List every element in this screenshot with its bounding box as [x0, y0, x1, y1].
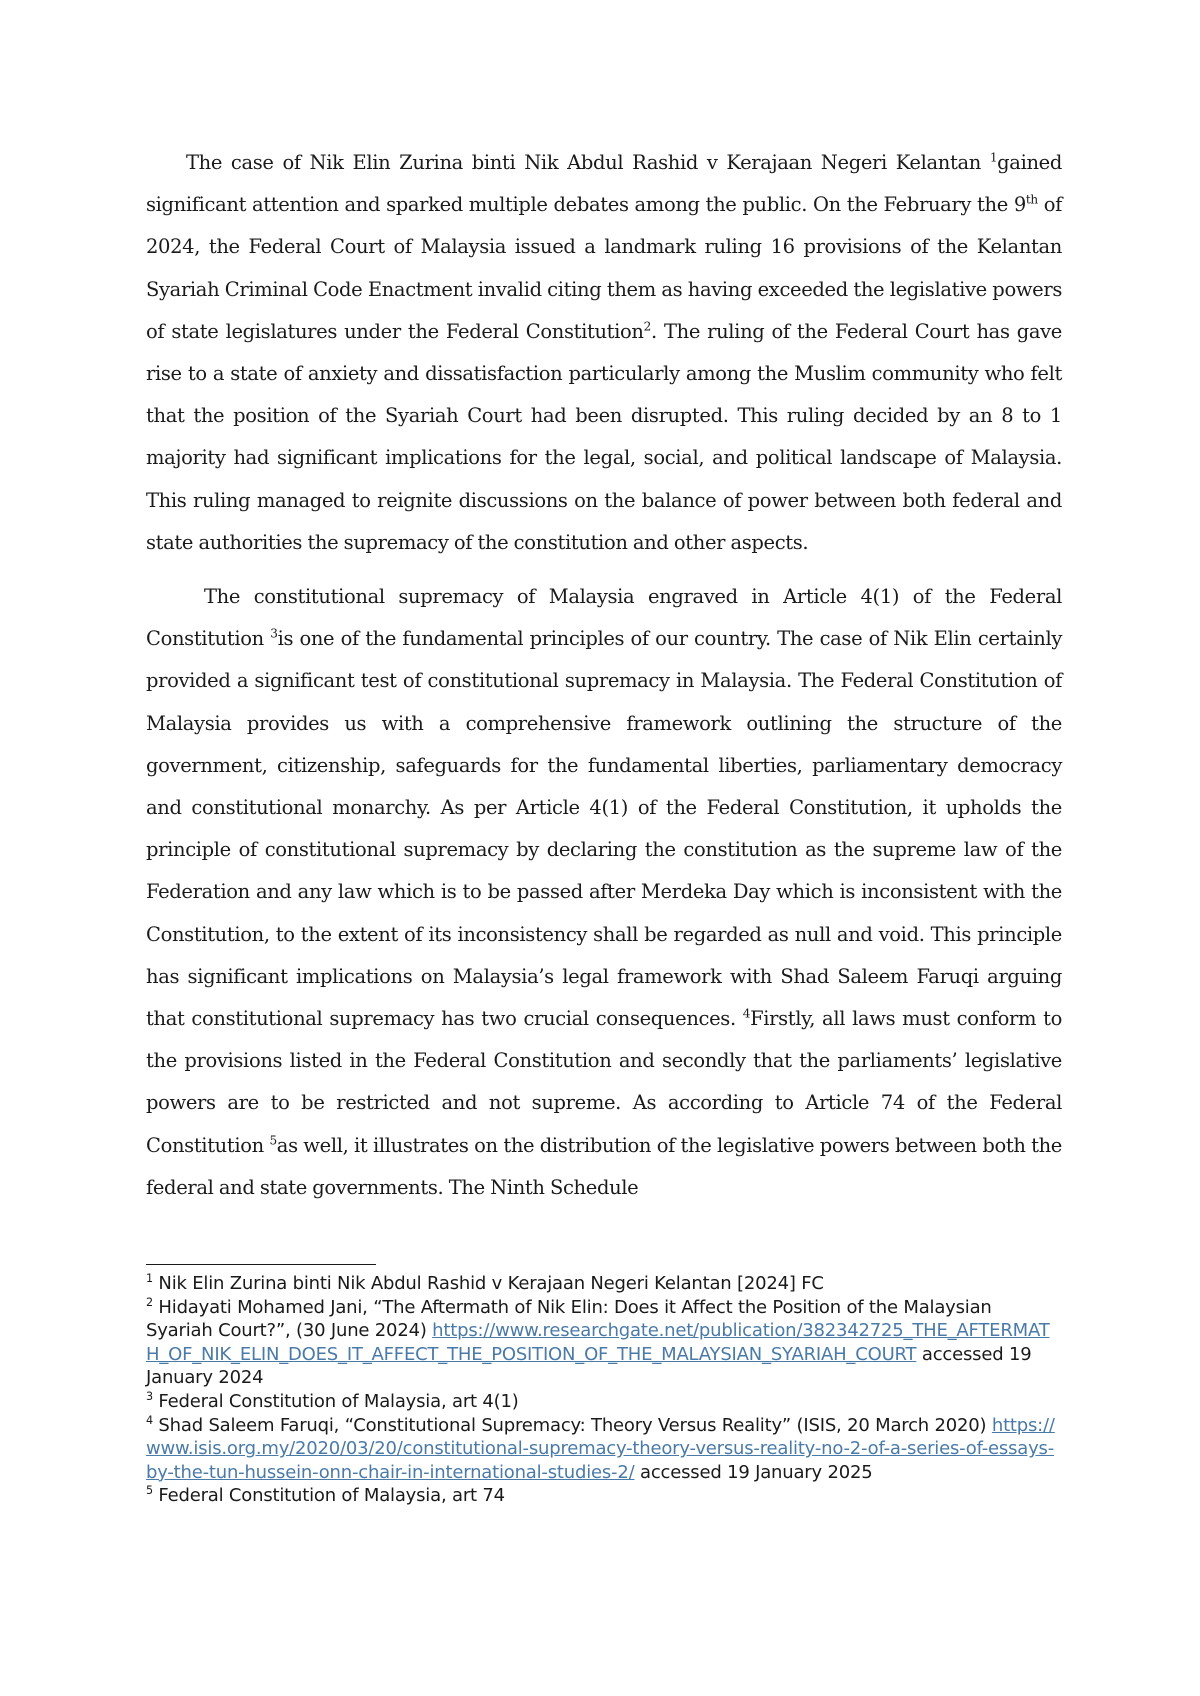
footnote-ref-5: 5: [269, 1133, 277, 1148]
footnote-accessed: accessed 19 January 2025: [634, 1461, 873, 1483]
paragraph-2-text-c: Firstly, all laws must conform to the provisions listed in the Federal Constitution and secondly that the parliaments’ legislative powers are to be restricted and not supreme. As according to Article 74 of the Federal Constitution: [146, 1007, 1063, 1157]
footnote-accessed: accessed 19 January 2024: [146, 1343, 1032, 1389]
researchgate-link[interactable]: https://www.researchgate.net/publication/382342725_THE_AFTERMATH_OF_NIK_ELIN_DOES_IT_AFFECT_THE_POSITION_OF_THE_MALAYSIAN_SYARIAH_COURT: [146, 1320, 1050, 1365]
footnote-number: 4: [146, 1413, 153, 1427]
footnotes: [146, 1272, 1062, 1508]
paragraph-1-text-a: The case of Nik Elin Zurina binti Nik Abdul Rashid v Kerajaan Negeri Kelantan: [186, 151, 990, 174]
footnote-number: 2: [146, 1295, 153, 1309]
footnote-text: Hidayati Mohamed Jani, “The Aftermath of Nik Elin: Does it Affect the Position of the Malaysian Syariah Court?”, (30 June 2024): [146, 1296, 992, 1342]
footnote-text: Federal Constitution of Malaysia, art 74: [152, 1485, 505, 1507]
footnote-2: [146, 1296, 1062, 1390]
footnote-3: [146, 1390, 1062, 1414]
paragraph-1-text-c: of 2024, the Federal Court of Malaysia issued a landmark ruling 16 provisions of the Kelantan Syariah Criminal Code Enactment invalid citing them as having exceeded the legislative powers of state legislatures under the Federal Constitution: [146, 193, 1062, 343]
footnote-separator: [146, 1264, 376, 1265]
isis-link[interactable]: https://www.isis.org.my/2020/03/20/constitutional-supremacy-theory-versus-reality-no-2-of-a-series-of-essays-by-the-tun-hussein-onn-chair-in-international-studies-2/: [146, 1414, 1055, 1483]
footnote-text: Shad Saleem Faruqi, “Constitutional Supremacy: Theory Versus Reality” (ISIS, 20 March 2020): [152, 1414, 992, 1436]
footnote-5: [146, 1484, 1062, 1508]
footnote-number: 1: [146, 1272, 153, 1285]
footnote-ref-4: 4: [742, 1006, 751, 1021]
footnote-ref-1: 1: [989, 150, 998, 165]
paragraph-1-text-d: . The ruling of the Federal Court has gave rise to a state of anxiety and dissatisfaction particularly among the Muslim community who felt that the position of the Syariah Court had been disrupted. This ruling decided by an 8 to 1 majority had significant implications for the legal, social, and political landscape of Malaysia. This ruling managed to reignite discussions on the balance of power between both federal and state authorities the supremacy of the constitution and other aspects.: [146, 319, 1062, 554]
footnote-number: 5: [146, 1484, 153, 1498]
paragraph-2-text-a: The constitutional supremacy of Malaysia engraved in Article 4(1) of the Federal Constitution: [146, 585, 1062, 651]
footnote-text: Federal Constitution of Malaysia, art 4(1): [152, 1390, 519, 1412]
footnote-text: Nik Elin Zurina binti Nik Abdul Rashid v Kerajaan Negeri Kelantan [2024] FC: [152, 1273, 824, 1294]
paragraph-2-text-b: is one of the fundamental principles of our country. The case of Nik Elin certainly provided a significant test of constitutional supremacy in Malaysia. The Federal Constitution of Malaysia provides us with a comprehensive framework outlining the structure of the government, citizenship, safeguards for the fundamental liberties, parliamentary democracy and constitutional monarchy. As per Article 4(1) of the Federal Constitution, it upholds the principle of constitutional supremacy by declaring the constitution as the supreme law of the Federation and any law which is to be passed after Merdeka Day which is inconsistent with the Constitution, to the extent of its inconsistency shall be regarded as null and void. This principle has significant implications on Malaysia’s legal framework with Shad Saleem Faruqi arguing that constitutional supremacy has two crucial consequences.: [146, 627, 1062, 1031]
footnote-ref-2: 2: [643, 319, 651, 334]
paragraph-2-text-d: as well, it illustrates on the distribution of the legislative powers between both the federal and state governments. The Ninth Schedule: [146, 1133, 1062, 1199]
footnote-ref-3: 3: [270, 626, 278, 641]
ordinal-suffix: th: [1025, 192, 1038, 207]
body-text: [146, 142, 1062, 1221]
paragraph-2: [146, 576, 1062, 1209]
footnote-4: [146, 1414, 1062, 1485]
paragraph-1-text-b: gained significant attention and sparked multiple debates among the public. On the February the 9: [146, 151, 1062, 217]
footnote-number: 3: [146, 1389, 153, 1403]
footnote-1: [146, 1272, 1062, 1296]
paragraph-1: [146, 142, 1062, 564]
